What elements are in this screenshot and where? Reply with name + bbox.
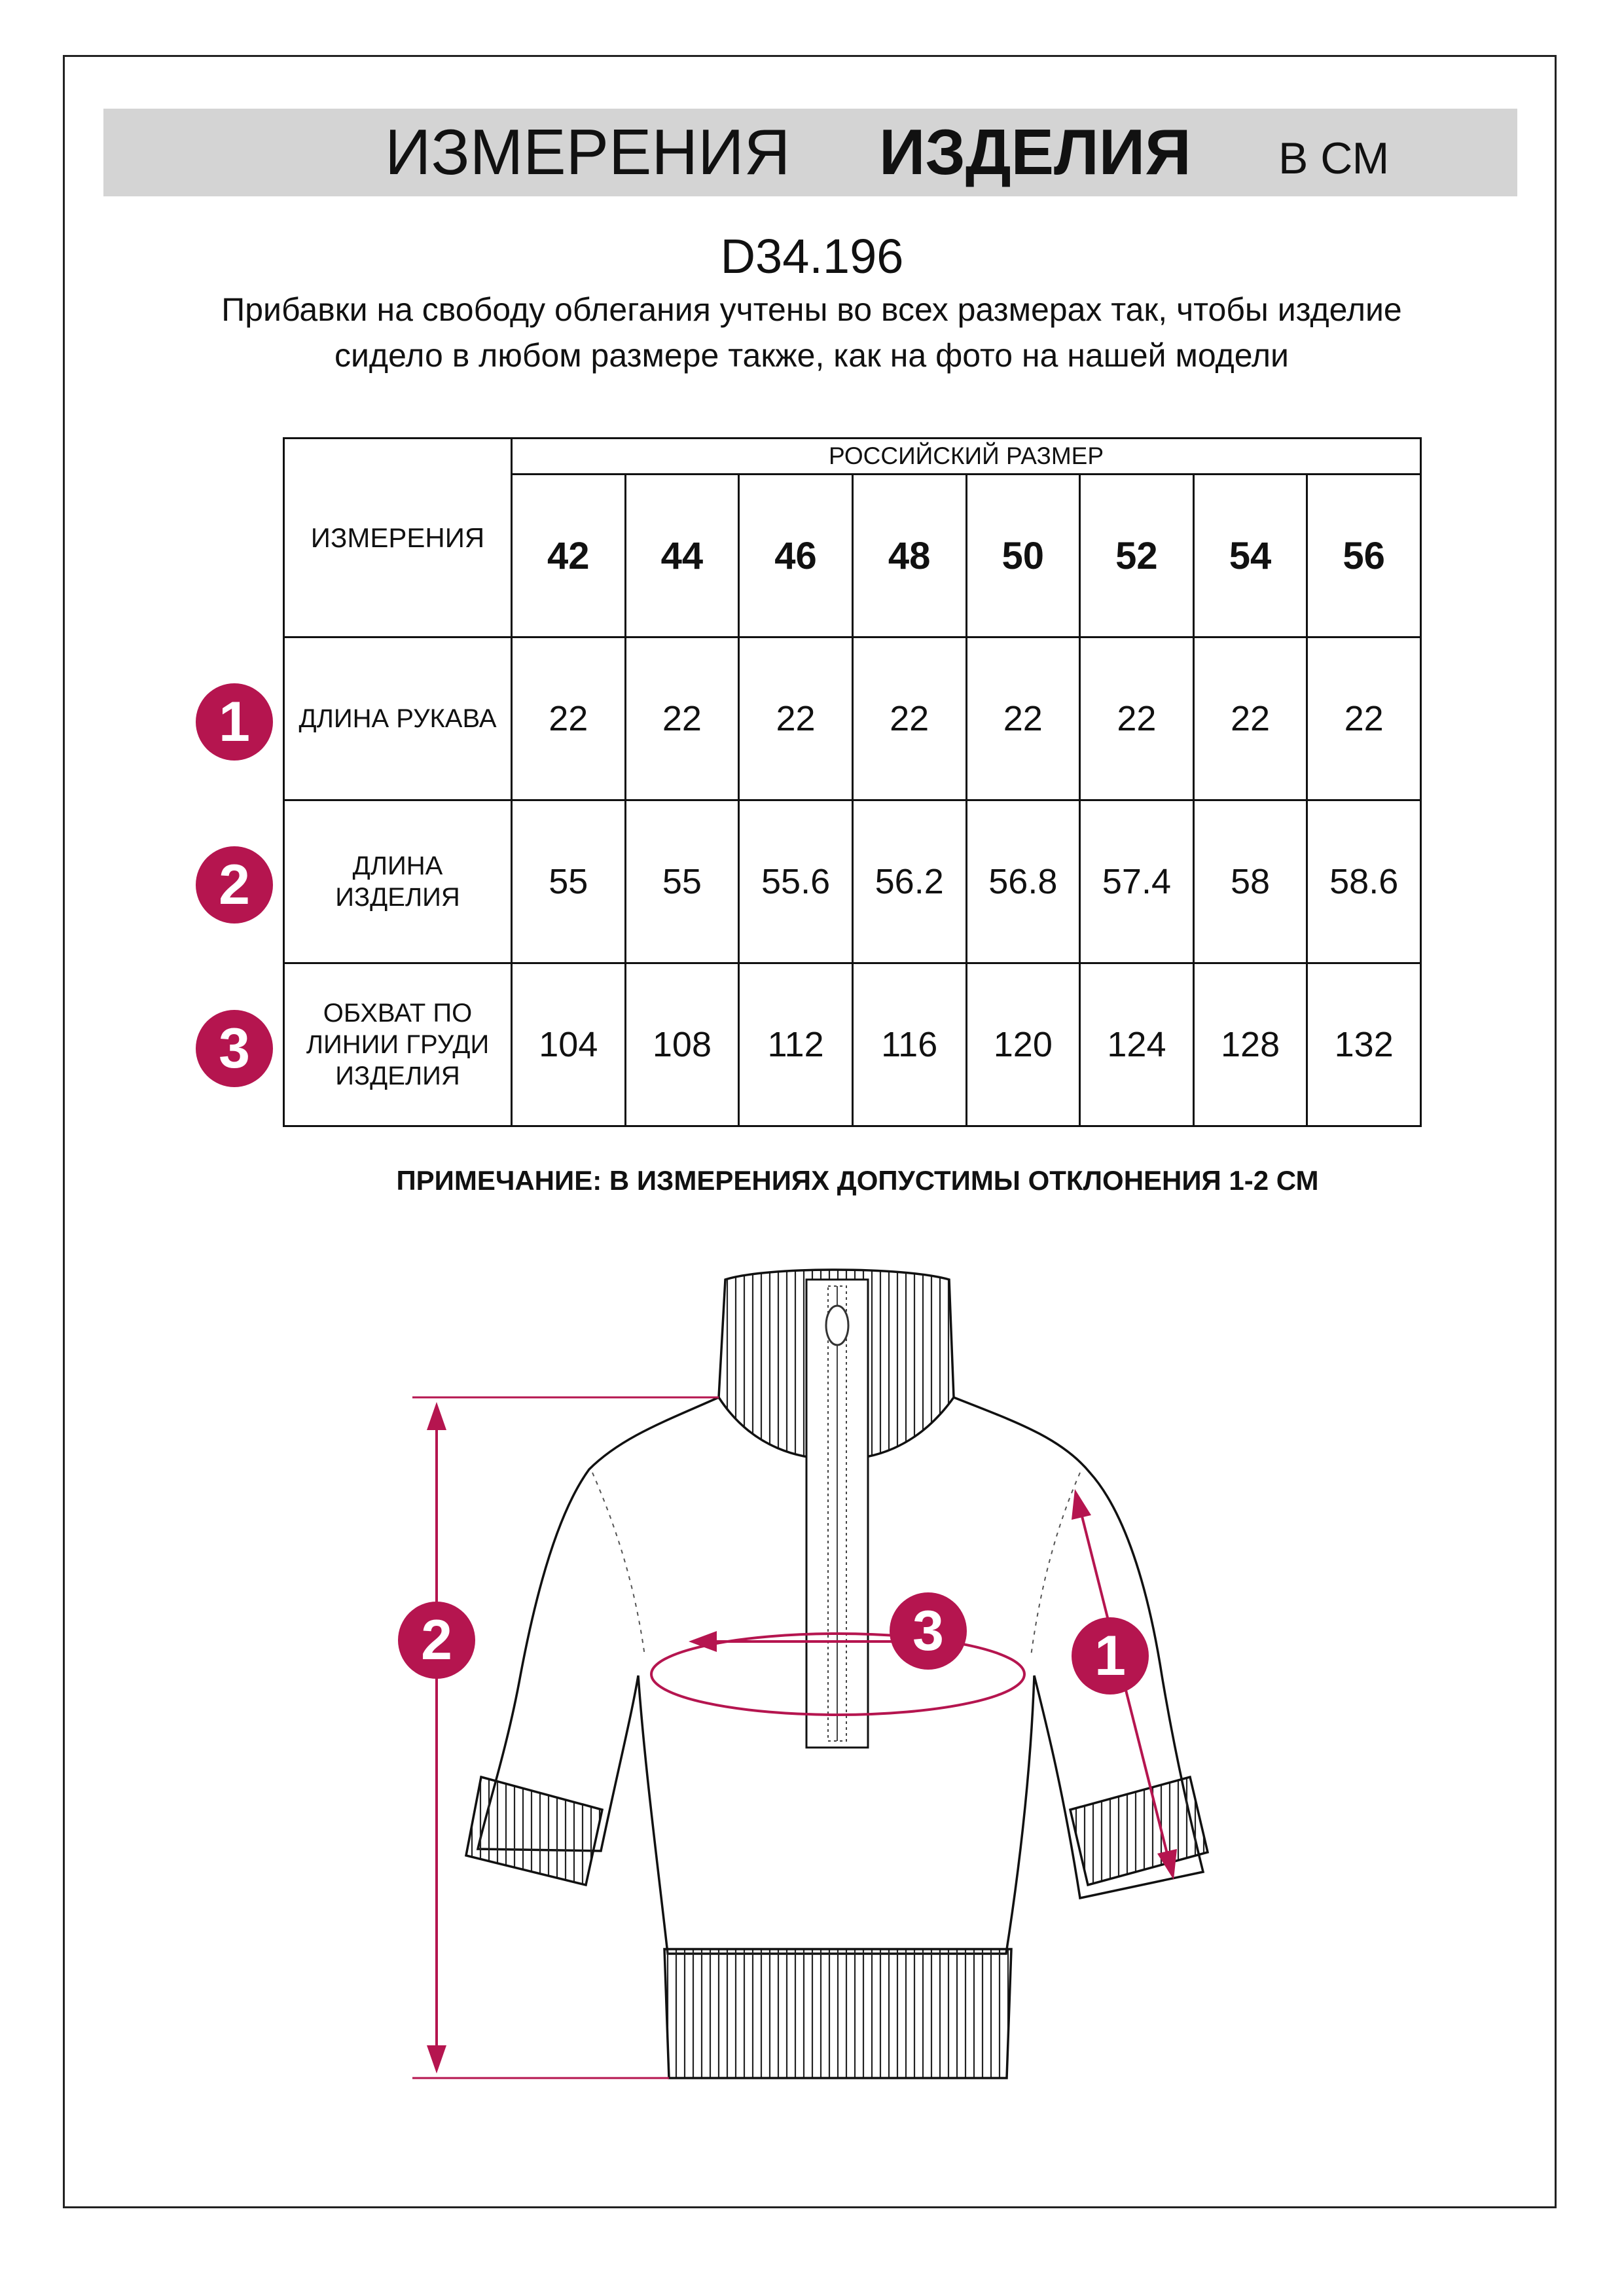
table-cell: 22 — [852, 637, 966, 800]
size-header: 52 — [1080, 475, 1194, 637]
table-cell: 58 — [1193, 800, 1307, 963]
table-cell: 112 — [739, 963, 853, 1126]
table-cell: 56.2 — [852, 800, 966, 963]
table-cell: 56.8 — [966, 800, 1080, 963]
left-cuff — [466, 1777, 602, 1885]
row-label-sleeve-length: ДЛИНА РУКАВА — [284, 637, 512, 800]
row-marker-1: 1 — [196, 683, 273, 761]
size-header: 56 — [1307, 475, 1421, 637]
unit-label: В СМ — [1278, 134, 1390, 183]
table-cell: 120 — [966, 963, 1080, 1126]
chest-marker: 3 — [890, 1592, 967, 1670]
table-cell: 128 — [1193, 963, 1307, 1126]
size-header: 54 — [1193, 475, 1307, 637]
intro-text: Прибавки на свободу облегания учтены во всех размерах так, чтобы изделие сидело в любом размере также, как на фото на нашей модели — [221, 291, 1402, 374]
size-header: 42 — [512, 475, 626, 637]
title-part2: ИЗДЕЛИЯ — [879, 116, 1191, 188]
ru-size-header: РОССИЙСКИЙ РАЗМЕР — [512, 439, 1421, 475]
sleeve-marker: 1 — [1072, 1617, 1149, 1695]
model-code: D34.196 — [720, 229, 904, 283]
table-cell: 58.6 — [1307, 800, 1421, 963]
table-cell: 132 — [1307, 963, 1421, 1126]
table-cell: 22 — [1307, 637, 1421, 800]
size-header: 46 — [739, 475, 853, 637]
table-cell: 55.6 — [739, 800, 853, 963]
length-marker: 2 — [398, 1602, 475, 1679]
table-cell: 55 — [625, 800, 739, 963]
zipper-pull-icon — [826, 1306, 848, 1345]
row-label-garment-length: ДЛИНА ИЗДЕЛИЯ — [284, 800, 512, 963]
row-label-chest-girth: ОБХВАТ ПО ЛИНИИ ГРУДИ ИЗДЕЛИЯ — [284, 963, 512, 1126]
table-cell: 104 — [512, 963, 626, 1126]
table-cell: 22 — [1080, 637, 1194, 800]
row-marker-3: 3 — [196, 1010, 273, 1087]
right-cuff — [1070, 1777, 1208, 1885]
table-cell: 57.4 — [1080, 800, 1194, 963]
row-marker-2: 2 — [196, 846, 273, 924]
table-cell: 116 — [852, 963, 966, 1126]
size-header: 44 — [625, 475, 739, 637]
table-cell: 124 — [1080, 963, 1194, 1126]
tolerance-note: ПРИМЕЧАНИЕ: В ИЗМЕРЕНИЯХ ДОПУСТИМЫ ОТКЛОНЕНИЯ 1-2 СМ — [396, 1165, 1319, 1196]
table-cell: 22 — [1193, 637, 1307, 800]
table-cell: 22 — [739, 637, 853, 800]
title-part1: ИЗМЕРЕНИЯ — [385, 116, 791, 188]
size-header: 50 — [966, 475, 1080, 637]
size-header: 48 — [852, 475, 966, 637]
table-cell: 108 — [625, 963, 739, 1126]
table-cell: 55 — [512, 800, 626, 963]
table-cell: 22 — [966, 637, 1080, 800]
hem-rib — [664, 1949, 1011, 2078]
table-cell: 22 — [625, 637, 739, 800]
table-cell: 22 — [512, 637, 626, 800]
measurement-header: ИЗМЕРЕНИЯ — [284, 439, 512, 637]
